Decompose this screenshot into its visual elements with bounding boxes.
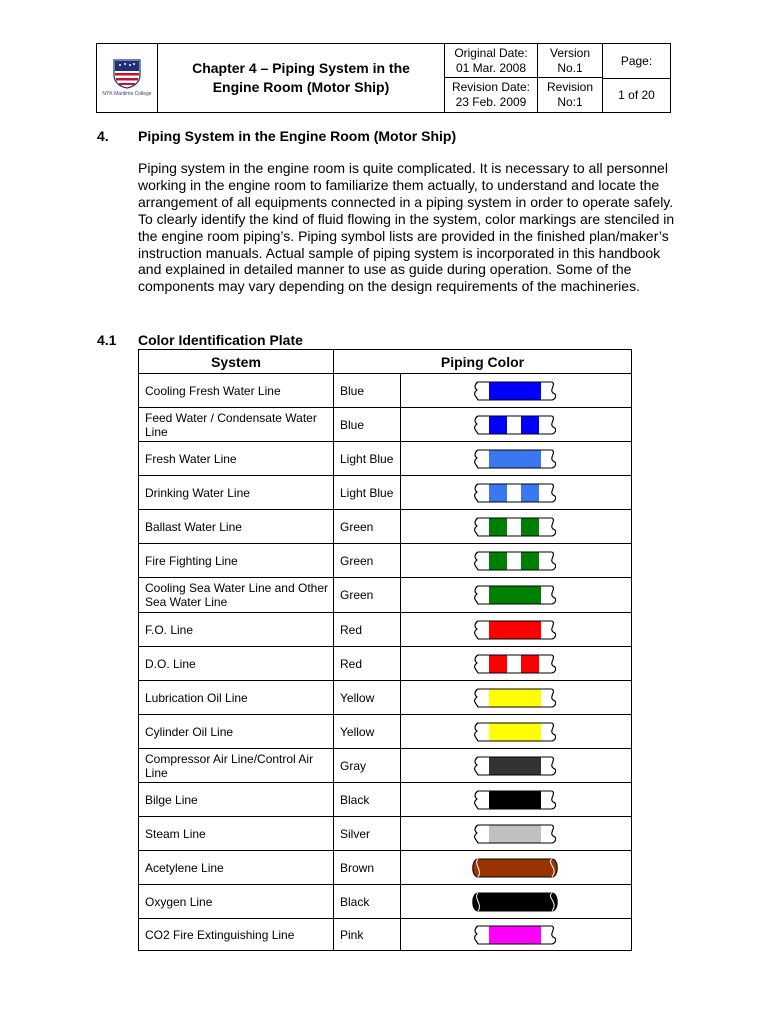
color-name: Light Blue xyxy=(334,476,401,510)
logo-caption: NYK Maritime College xyxy=(102,91,152,97)
pipe-color-swatch xyxy=(401,578,632,613)
color-name: Pink xyxy=(334,919,401,951)
system-name: Cylinder Oil Line xyxy=(139,715,334,749)
pipe-color-swatch xyxy=(401,749,632,783)
pipe-color-swatch xyxy=(401,544,632,578)
table-row xyxy=(139,476,632,510)
color-name: Red xyxy=(334,647,401,681)
color-name: Green xyxy=(334,510,401,544)
color-name: Blue xyxy=(334,374,401,408)
system-name: Ballast Water Line xyxy=(139,510,334,544)
original-date-cell: Original Date: 01 Mar. 2008 xyxy=(445,44,538,78)
system-name: F.O. Line xyxy=(139,613,334,647)
table-row xyxy=(139,851,632,885)
system-name: Cooling Fresh Water Line xyxy=(139,374,334,408)
table-row xyxy=(139,578,632,613)
system-name: Feed Water / Condensate Water Line xyxy=(139,408,334,442)
system-name: Fresh Water Line xyxy=(139,442,334,476)
pipe-color-swatch xyxy=(401,919,632,951)
logo xyxy=(97,44,158,112)
pipe-color-swatch xyxy=(401,681,632,715)
pipe-color-swatch xyxy=(401,408,632,442)
version-number: No.1 xyxy=(557,60,583,75)
pipe-band-icon xyxy=(471,585,561,605)
color-name: Blue xyxy=(334,408,401,442)
table-body xyxy=(139,374,632,951)
table-row xyxy=(139,749,632,783)
page-number: 1 of 20 xyxy=(618,88,655,102)
color-name: Red xyxy=(334,613,401,647)
table-row xyxy=(139,885,632,919)
table-row xyxy=(139,510,632,544)
table-row xyxy=(139,919,632,951)
pipe-color-swatch xyxy=(401,715,632,749)
chapter-title-line1: Chapter 4 – Piping System in the xyxy=(192,60,410,76)
color-name: Green xyxy=(334,578,401,613)
pipe-band-icon xyxy=(471,925,561,945)
table-row xyxy=(139,715,632,749)
system-name: Drinking Water Line xyxy=(139,476,334,510)
system-name: Oxygen Line xyxy=(139,885,334,919)
color-name: Green xyxy=(334,544,401,578)
color-name: Gray xyxy=(334,749,401,783)
pipe-band-icon xyxy=(471,858,561,878)
pipe-color-swatch xyxy=(401,885,632,919)
color-name: Brown xyxy=(334,851,401,885)
pipe-band-icon xyxy=(471,551,561,571)
pipe-band-icon xyxy=(471,483,561,503)
pipe-band-icon xyxy=(471,620,561,640)
color-name: Yellow xyxy=(334,715,401,749)
color-name: Black xyxy=(334,783,401,817)
pipe-band-icon xyxy=(471,517,561,537)
table-row xyxy=(139,817,632,851)
system-name: Lubrication Oil Line xyxy=(139,681,334,715)
system-name: CO2 Fire Extinguishing Line xyxy=(139,919,334,951)
pipe-color-swatch xyxy=(401,783,632,817)
system-name: Compressor Air Line/Control Air Line xyxy=(139,749,334,783)
system-name: Steam Line xyxy=(139,817,334,851)
section-paragraph: Piping system in the engine room is quite complicated. It is necessary to all personnel working in the engine room to familiarize them actually, to understand and locate the arrangement of all equipments connected in a piping system in order to operate safely. To clearly identify the kind of fluid flowing in the system, color markings are stenciled in the engine room piping’s. Piping symbol lists are provided in the finished plan/maker’s instruction manuals. Actual sample of piping system is incorporated in this handbook and explained in detailed manner to use as guide during operation. Some of the components may vary depending on the design requirements of the machineries. xyxy=(138,160,675,295)
pipe-color-swatch xyxy=(401,613,632,647)
revision-date-cell: Revision Date: 23 Feb. 2009 xyxy=(445,78,538,112)
page-label: Page: xyxy=(603,44,670,79)
pipe-color-swatch xyxy=(401,817,632,851)
original-date: 01 Mar. 2008 xyxy=(455,60,527,75)
color-identification-table xyxy=(138,349,632,951)
chapter-title xyxy=(158,44,445,112)
version-cell: Version No.1 xyxy=(538,44,603,78)
system-column-header: System xyxy=(139,350,334,374)
pipe-color-swatch xyxy=(401,510,632,544)
color-name: Light Blue xyxy=(334,442,401,476)
subsection-number: 4.1 xyxy=(97,332,117,348)
pipe-band-icon xyxy=(471,892,561,912)
pipe-band-icon xyxy=(471,688,561,708)
pipe-band-icon xyxy=(471,654,561,674)
pipe-band-icon xyxy=(471,756,561,776)
color-name: Black xyxy=(334,885,401,919)
pipe-band-icon xyxy=(471,415,561,435)
system-name: Bilge Line xyxy=(139,783,334,817)
revision-number: No:1 xyxy=(557,95,583,109)
color-name: Silver xyxy=(334,817,401,851)
table-row xyxy=(139,544,632,578)
section-number: 4. xyxy=(97,128,109,144)
revision-date: 23 Feb. 2009 xyxy=(455,95,527,109)
revision-cell: Revision No:1 xyxy=(538,78,603,112)
section-title: Piping System in the Engine Room (Motor Ship) xyxy=(138,128,457,144)
table-row xyxy=(139,613,632,647)
pipe-band-icon xyxy=(471,824,561,844)
pipe-color-swatch xyxy=(401,374,632,408)
pipe-band-icon xyxy=(471,449,561,469)
pipe-band-icon xyxy=(471,790,561,810)
system-name: D.O. Line xyxy=(139,647,334,681)
system-name: Fire Fighting Line xyxy=(139,544,334,578)
table-row xyxy=(139,783,632,817)
page-cell xyxy=(603,44,670,112)
pipe-color-swatch xyxy=(401,647,632,681)
table-row xyxy=(139,647,632,681)
table-row xyxy=(139,374,632,408)
table-row xyxy=(139,408,632,442)
subsection-title: Color Identification Plate xyxy=(138,332,303,348)
chapter-title-line2: Engine Room (Motor Ship) xyxy=(212,79,390,95)
pipe-color-swatch xyxy=(401,851,632,885)
table-row xyxy=(139,442,632,476)
table-row xyxy=(139,681,632,715)
college-shield-icon xyxy=(113,59,141,89)
color-name: Yellow xyxy=(334,681,401,715)
pipe-band-icon xyxy=(471,381,561,401)
system-name: Acetylene Line xyxy=(139,851,334,885)
pipe-color-swatch xyxy=(401,442,632,476)
document-header xyxy=(96,43,671,113)
pipe-band-icon xyxy=(471,722,561,742)
pipe-color-swatch xyxy=(401,476,632,510)
system-name: Cooling Sea Water Line and Other Sea Water Line xyxy=(139,578,334,613)
table-header-row xyxy=(139,350,632,374)
piping-color-column-header: Piping Color xyxy=(334,350,632,374)
